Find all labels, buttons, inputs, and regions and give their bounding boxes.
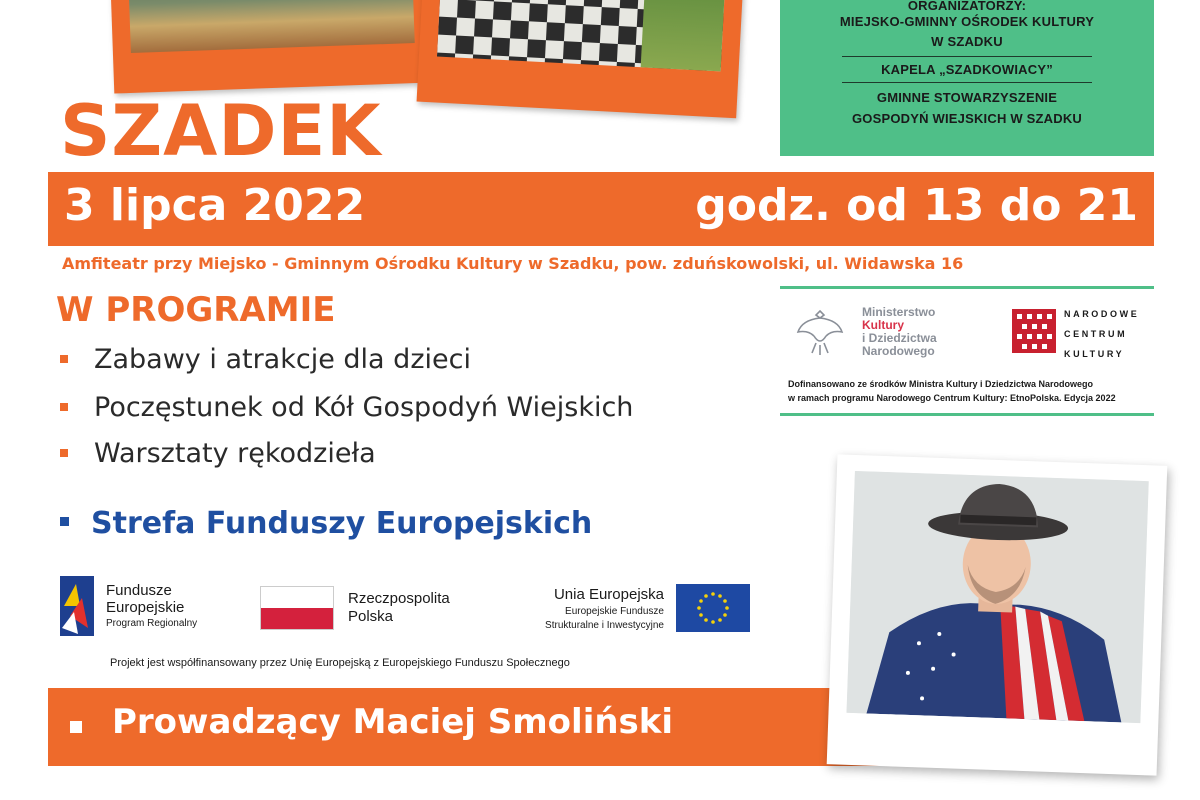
bullet-square-icon [70,721,82,733]
eu-funds-zone-label: Strefa Funduszy Europejskich [91,506,593,541]
ue-line2: Europejskie Fundusze [565,606,664,617]
organizer-mgok-line1: MIEJSKO-GMINNY OŚRODEK KULTURY [839,14,1095,29]
event-title: SZADEK [60,90,382,172]
logo-rzeczpospolita-polska [260,584,480,632]
man-in-hat-illustration [846,471,1148,723]
ministry-note-line1: Dofinansowano ze środków Ministra Kultury i Dziedzictwa Narodowego [788,379,1094,389]
cofinance-note: Projekt jest współfinansowany przez Unię Europejską z Europejskiego Funduszu Społecznego [110,657,570,669]
event-date: 3 lipca 2022 [64,180,366,231]
event-address: Amfiteatr przy Miejsko - Gminnym Ośrodku Kultury w Szadku, pow. zduńskowolski, ul. Widawska 16 [62,254,964,273]
nck-line2: CENTRUM [1064,329,1128,339]
host-portrait-photo [827,454,1168,775]
program-item [60,392,633,423]
host-name: Prowadzący Maciej Smoliński [112,702,674,742]
ministry-line4: Narodowego [862,344,935,358]
program-item [60,438,376,469]
fe-line2: Europejskie [106,599,185,616]
ministry-line2: Kultury [862,318,904,332]
food-table-image [128,0,415,53]
organizers-box [780,0,1154,156]
nck-line3: KULTURY [1064,349,1125,359]
organizer-kapela: KAPELA „SZADKOWIACY” [881,62,1053,77]
rp-line2: Polska [348,608,394,625]
logo-fundusze-europejskie [60,574,260,638]
host-portrait-image [846,471,1148,723]
program-item [60,344,471,375]
program-item-label: Zabawy i atrakcje dla dzieci [94,344,471,375]
organizer-divider [842,82,1092,83]
program-heading: W PROGRAMIE [56,290,336,330]
program-item-label: Poczęstunek od Kół Gospodyń Wiejskich [94,392,634,423]
nck-line1: NARODOWE [1064,309,1140,319]
poland-flag-icon [260,586,334,630]
rp-line1: Rzeczpospolita [348,590,450,607]
event-hours: godz. od 13 do 21 [695,180,1138,231]
ministry-line3: i Dziedzictwa [862,331,937,345]
photo-food-table [110,0,434,94]
organizer-kgw-line2: GOSPODYŃ WIEJSKICH W SZADKU [851,111,1083,126]
eu-funds-zone [60,506,592,541]
organizer-kgw-line1: GMINNE STOWARZYSZENIE [876,90,1058,105]
logo-unia-europejska [500,584,750,634]
bullet-square-icon [60,517,69,526]
eu-flag-icon [676,584,750,632]
polish-eagle-icon [792,303,848,359]
ministry-note-line2: w ramach programu Narodowego Centrum Kultury: EtnoPolska. Edycja 2022 [788,393,1116,403]
grass-area [641,0,726,71]
ue-line3: Strukturalne i Inwestycyjne [545,620,664,631]
program-item-label: Warsztaty rękodzieła [94,438,376,469]
organizer-mgok-line2: W SZADKU [931,34,1003,49]
organizer-divider [842,56,1092,57]
fundusze-europejskie-icon [60,576,94,636]
ue-line1: Unia Europejska [553,586,664,603]
fe-line1: Fundusze [106,582,172,599]
bullet-square-icon [60,355,68,363]
organizers-title: ORGANIZATORZY: [907,0,1027,13]
fe-line3: Program Regionalny [106,618,198,629]
bullet-square-icon [60,449,68,457]
ministry-line1: Ministerstwo [862,305,936,319]
photo-giant-chess [417,0,744,118]
date-band [48,172,1154,246]
bullet-square-icon [60,403,68,411]
ministry-sponsor-box [780,286,1154,416]
nck-logo-icon [1012,309,1056,353]
